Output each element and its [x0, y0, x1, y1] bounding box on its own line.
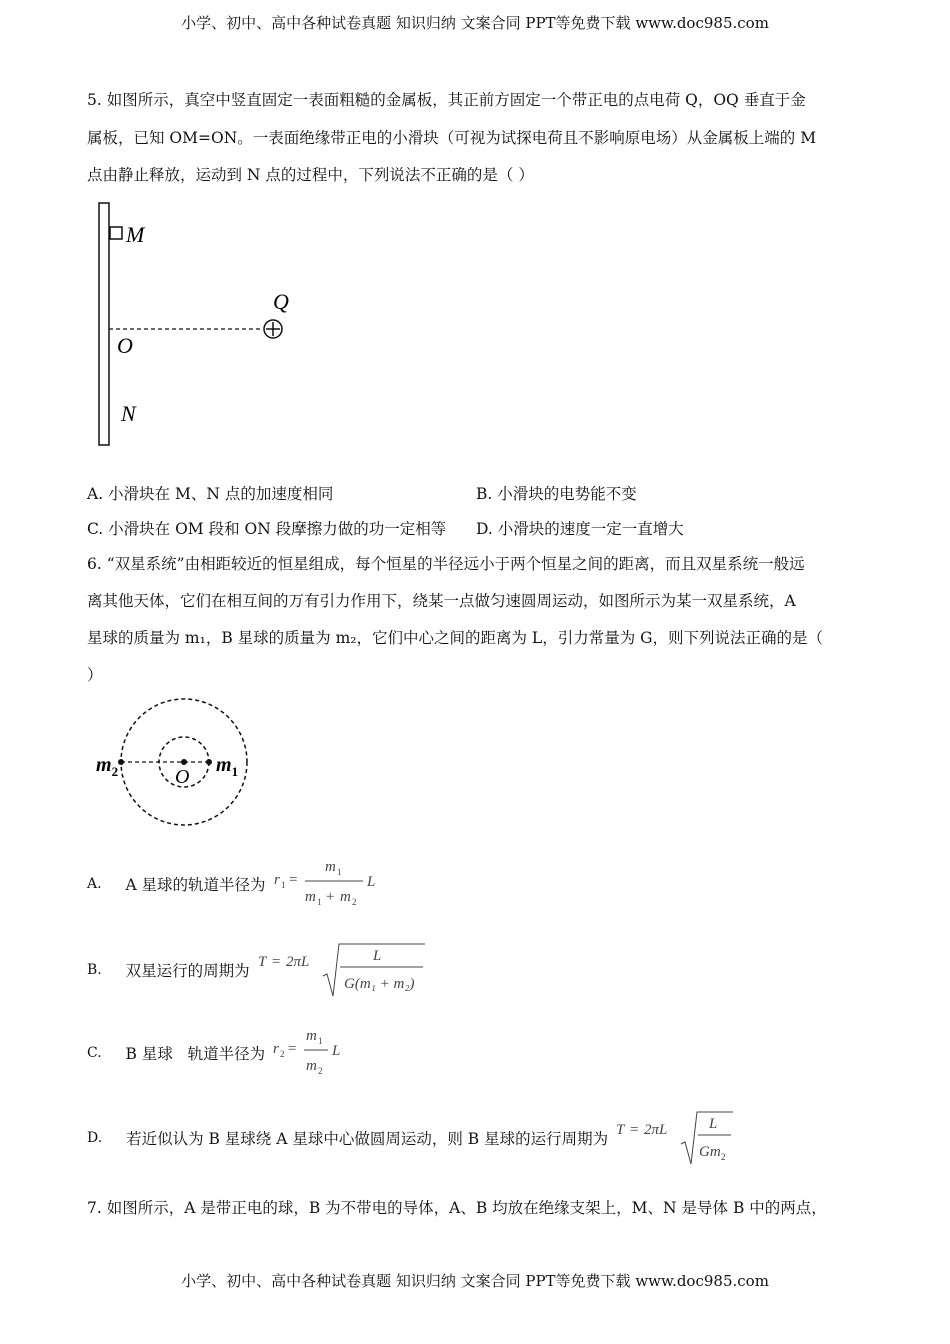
q6-figure: [90, 695, 260, 835]
svg-text:=: =: [630, 1122, 639, 1138]
svg-text:Gm: Gm: [699, 1144, 721, 1160]
q6-option-b: [87, 940, 430, 1000]
svg-text:m: m: [306, 1058, 317, 1074]
svg-text:m: m: [306, 1028, 317, 1044]
option-a-prefix: A.: [87, 876, 102, 892]
svg-text:1: 1: [318, 1036, 323, 1046]
label-n: N: [121, 401, 136, 426]
label-m2: $m_2$: [96, 754, 119, 779]
svg-text:2πL: 2πL: [644, 1122, 668, 1138]
option-b-prefix: B.: [87, 962, 102, 978]
q6-option-d: [87, 1108, 738, 1168]
svg-text:=: =: [288, 1041, 297, 1057]
svg-text:m: m: [304, 889, 316, 905]
label-q: Q: [273, 289, 289, 314]
svg-text:L: L: [372, 948, 381, 964]
star-a-dot: [206, 759, 212, 765]
svg-text:L: L: [709, 1116, 718, 1132]
svg-text:2: 2: [280, 1049, 285, 1059]
page-header: 小学、初中、高中各种试卷真题 知识归纳 文案合同 PPT等免费下载 www.doc985.com: [181, 14, 769, 32]
svg-text:r: r: [273, 872, 280, 888]
svg-text:m: m: [324, 859, 336, 875]
option-a-text: A 星球的轨道半径为: [125, 876, 266, 894]
page-footer: 小学、初中、高中各种试卷真题 知识归纳 文案合同 PPT等免费下载 www.doc985.com: [181, 1272, 769, 1290]
svg-text:r: r: [273, 1041, 279, 1057]
q5-option-b: B. 小滑块的电势能不变: [476, 485, 637, 503]
svg-text:1: 1: [316, 897, 321, 907]
label-m: M: [126, 222, 145, 247]
option-b-text: 双星运行的周期为: [125, 962, 250, 980]
svg-text:m: m: [339, 889, 351, 905]
q5-line-3: 点由静止释放，运动到 N 点的过程中，下列说法不正确的是（ ）: [87, 166, 534, 184]
formula-c: [270, 1027, 350, 1079]
svg-text:1: 1: [280, 880, 285, 890]
q7-line-1: 7. 如图所示，A 是带正电的球，B 为不带电的导体，A、B 均放在绝缘支架上，M、N 是导体 B 中的两点，: [87, 1199, 827, 1217]
label-o-center: O: [175, 766, 190, 788]
star-b-dot: [118, 759, 124, 765]
q6-line-2: 离其他天体，它们在相互间的万有引力作用下，绕某一点做匀速圆周运动，如图所示为某一双星系统，A: [87, 592, 796, 610]
label-o: O: [117, 333, 133, 358]
slider-block: [110, 227, 122, 239]
svg-text:G(m₁ + m₂): G(m₁ + m₂): [343, 976, 415, 992]
q5-option-d: D. 小滑块的速度一定一直增大: [476, 520, 684, 538]
q5-line-2: 属板，已知 OM=ON。一表面绝缘带正电的小滑块（可视为试探电荷且不影响原电场）从金属板上端的 M: [87, 129, 817, 147]
svg-text:T: T: [616, 1122, 625, 1138]
svg-text:2: 2: [721, 1152, 726, 1162]
q6-option-a: [87, 858, 381, 910]
formula-a: [271, 858, 381, 910]
svg-text:L: L: [366, 874, 375, 890]
svg-text:2: 2: [318, 1066, 323, 1076]
svg-text:=: =: [288, 872, 297, 888]
svg-text:2πL: 2πL: [285, 954, 309, 970]
formula-b: [255, 940, 430, 1000]
center-dot: [181, 759, 187, 765]
svg-text:T: T: [257, 954, 266, 970]
svg-text:1: 1: [336, 867, 341, 877]
svg-text:=: =: [271, 954, 281, 970]
metal-plate: [99, 203, 109, 445]
svg-text:L: L: [332, 1043, 341, 1059]
q6-option-c: [87, 1027, 350, 1079]
option-d-text: 若近似认为 B 星球绕 A 星球中心做圆周运动，则 B 星球的运行周期为: [126, 1130, 609, 1148]
q5-option-c: C. 小滑块在 OM 段和 ON 段摩擦力做的功一定相等: [87, 520, 447, 538]
option-c-text: B 星球 轨道半径为: [125, 1045, 266, 1063]
q5-line-1: 5. 如图所示，真空中竖直固定一表面粗糙的金属板，其正前方固定一个带正电的点电荷 Q，OQ 垂直于金: [87, 91, 806, 109]
q6-line-3: 星球的质量为 m₁，B 星球的质量为 m₂，它们中心之间的距离为 L，引力常量为 G，则下列说法正确的是（: [87, 629, 824, 647]
q6-line-1: 6. “双星系统”由相距较近的恒星组成，每个恒星的半径远小于两个恒星之间的距离，而且双星系统一般远: [87, 555, 805, 573]
q5-figure: [90, 195, 310, 455]
q6-line-4: ）: [87, 666, 103, 684]
q5-option-a: A. 小滑块在 M、N 点的加速度相同: [87, 485, 334, 503]
option-d-prefix: D.: [87, 1130, 103, 1146]
formula-d: [613, 1108, 738, 1168]
svg-text:2: 2: [351, 897, 356, 907]
option-c-prefix: C.: [87, 1045, 102, 1061]
svg-text:+: +: [325, 889, 334, 905]
label-m1: $m_1$: [216, 754, 239, 779]
